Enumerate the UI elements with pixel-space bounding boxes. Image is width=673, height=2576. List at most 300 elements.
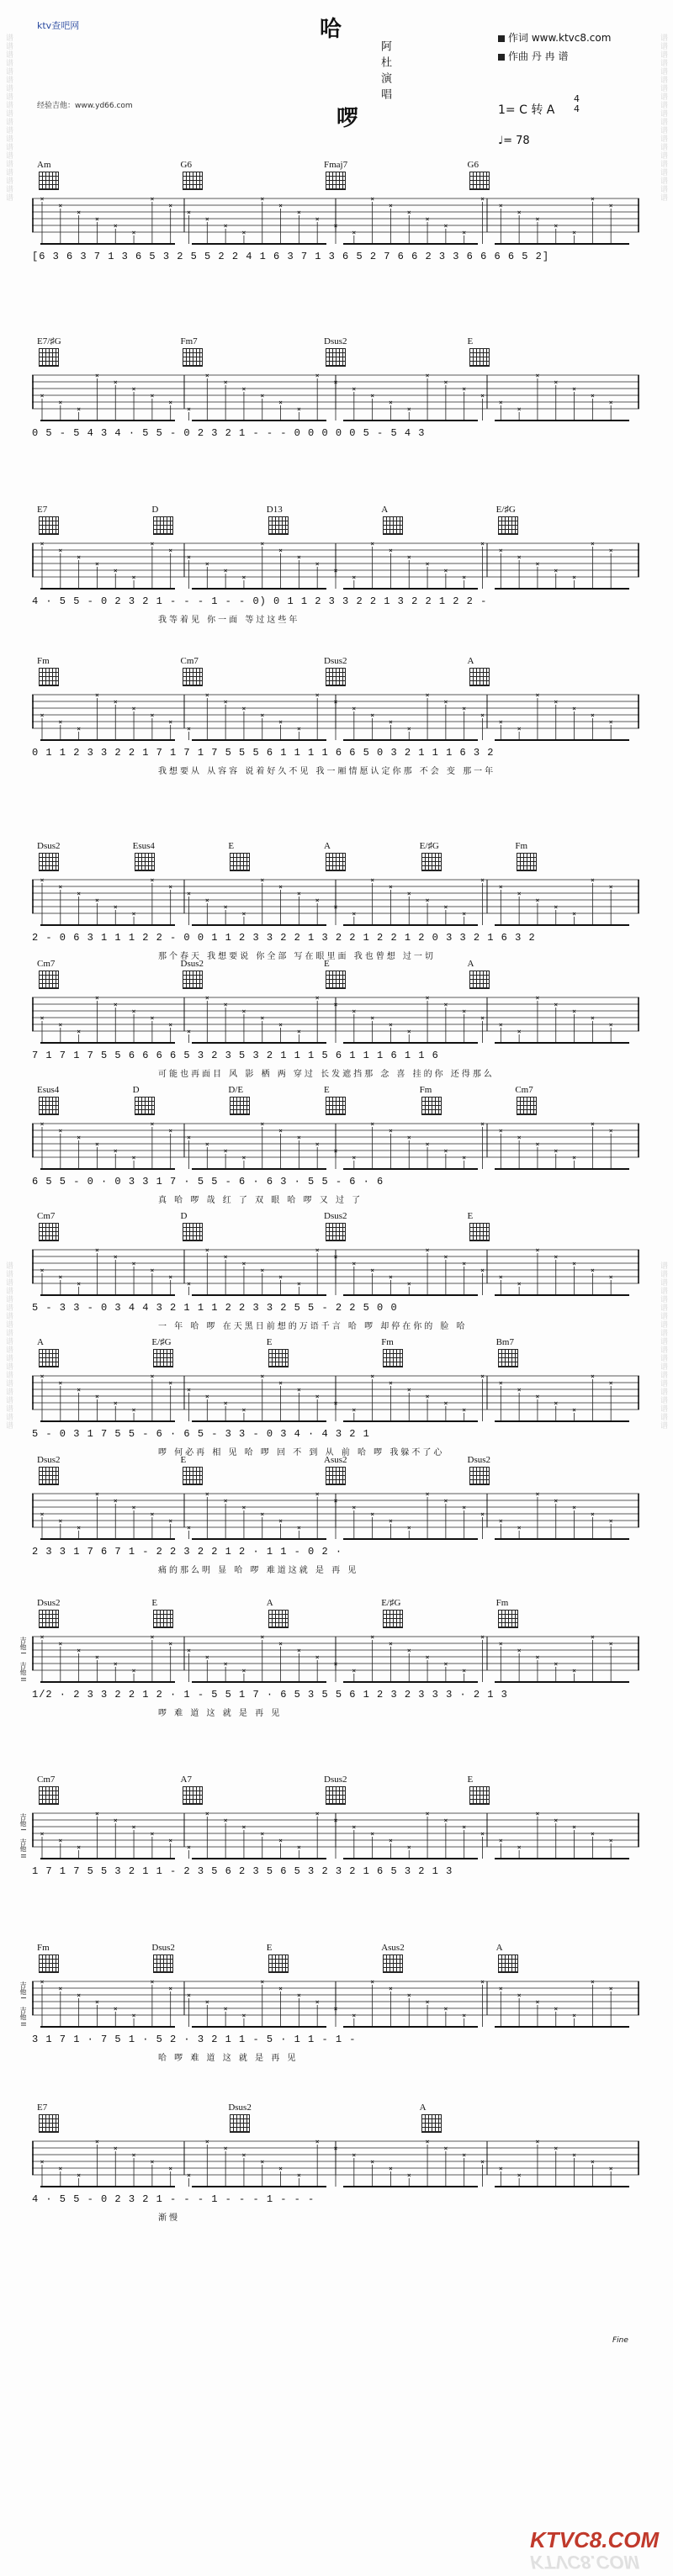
chord-diagram — [153, 1610, 173, 1628]
tab-note: × — [241, 1823, 246, 1831]
chord-name: Cm7 — [37, 959, 56, 969]
tab-note: × — [480, 1633, 485, 1641]
tab-note: × — [517, 725, 522, 733]
tab-note: × — [113, 1817, 118, 1824]
chord-diagram — [326, 172, 346, 190]
lyric-line: 真 哈 啰 哉 红 了 双 眼 哈 啰 又 过 了 — [158, 1196, 363, 1205]
tab-note: × — [498, 1837, 503, 1844]
tab-note: × — [554, 222, 559, 230]
chord-name: G6 — [467, 160, 479, 170]
tab-note: × — [498, 1021, 503, 1029]
tab-note: × — [260, 1978, 265, 1986]
tab-note: × — [113, 1253, 118, 1261]
score-system — [19, 1598, 639, 1758]
chord-name: E/♯G — [381, 1598, 401, 1608]
tab-staff — [32, 505, 639, 631]
tab-note: × — [77, 1647, 82, 1654]
chord-diagram — [39, 1097, 59, 1115]
tab-note: × — [406, 1524, 411, 1531]
chord-diagram — [421, 1097, 442, 1115]
tab-note: × — [498, 1640, 503, 1648]
numbered-notation: 1 7 1 7 5 5 3 2 1 1 - 2 3 5 6 2 3 5 6 5 3 2 3 2 1 6 5 3 2 1 3 — [32, 1865, 453, 1877]
tab-note: × — [462, 1154, 467, 1161]
tab-note: × — [425, 1653, 430, 1661]
tab-note: × — [315, 1810, 320, 1817]
score-system — [32, 1085, 639, 1203]
tab-note: × — [535, 372, 540, 379]
tab-note: × — [204, 2138, 209, 2145]
tab-note: × — [554, 1660, 559, 1668]
tab-note: × — [406, 553, 411, 561]
score-system — [32, 1337, 639, 1457]
tab-note: × — [352, 574, 357, 581]
tab-note: × — [535, 1810, 540, 1817]
tab-note: × — [590, 1830, 595, 1838]
tab-note: × — [406, 890, 411, 897]
tab-note: × — [352, 1154, 357, 1161]
tab-note: × — [296, 1280, 301, 1288]
tab-note: × — [572, 574, 576, 581]
numbered-notation: 5 - 3 3 - 0 3 4 4 3 2 1 1 1 2 2 3 3 2 5 5 - 2 2 5 0 0 — [32, 1302, 398, 1314]
tab-note: × — [406, 1386, 411, 1394]
tab-note: × — [58, 2165, 63, 2172]
tab-note: × — [40, 711, 45, 719]
tab-note: × — [443, 1817, 448, 1824]
tab-note: × — [352, 2151, 357, 2159]
chord-name: Asus2 — [381, 1943, 405, 1953]
chord-diagram — [230, 853, 250, 871]
tab-note: × — [443, 222, 448, 230]
chord-name: Dsus2 — [467, 1455, 491, 1465]
tab-note: × — [443, 1399, 448, 1407]
chord-name: Esus4 — [37, 1085, 60, 1095]
tab-note: × — [498, 1127, 503, 1135]
chord-name: D13 — [266, 505, 283, 515]
tab-note: × — [223, 698, 228, 706]
tab-note: × — [187, 1647, 191, 1654]
tab-note: × — [425, 897, 430, 904]
tab-note: × — [443, 1253, 448, 1261]
tab-note: × — [150, 1978, 155, 1986]
tab-note: × — [168, 399, 173, 406]
tab-note: × — [333, 903, 338, 911]
numbered-notation: 2 3 3 1 7 6 7 1 - 2 2 3 2 2 1 2 · 1 1 - 0 2 · — [32, 1546, 343, 1558]
tab-note: × — [241, 1504, 246, 1511]
side-watermark-text: 谱谱谱谱谱谱谱谱谱谱谱谱谱谱谱谱谱谱谱谱 — [659, 34, 667, 202]
side-watermark-text: 谱谱谱谱谱谱谱谱谱谱谱谱谱谱谱谱谱谱谱谱 — [4, 34, 13, 202]
tab-note: × — [370, 1014, 375, 1022]
chord-name: D/E — [228, 1085, 244, 1095]
tab-note: × — [389, 399, 393, 406]
tab-note: × — [406, 209, 411, 216]
composer-value: 丹 冉 谱 — [531, 50, 569, 62]
tab-note: × — [535, 1490, 540, 1498]
tab-note: × — [608, 202, 613, 209]
tab-note: × — [40, 1830, 45, 1838]
tab-note: × — [389, 1640, 393, 1648]
score-system — [32, 841, 639, 961]
tab-note: × — [462, 2012, 467, 2019]
chord-name: Fmaj7 — [324, 160, 348, 170]
tab-note: × — [131, 2012, 136, 2019]
tab-note: × — [370, 540, 375, 547]
tab-note: × — [241, 910, 246, 918]
tab-note: × — [498, 1273, 503, 1281]
chord-diagram — [517, 853, 537, 871]
chord-name: E — [467, 336, 474, 346]
tab-note: × — [296, 1843, 301, 1851]
tab-note: × — [425, 1393, 430, 1400]
chord-name: Dsus2 — [324, 336, 347, 346]
tab-note: × — [352, 1406, 357, 1414]
tab-note: × — [608, 2165, 613, 2172]
tab-note: × — [333, 1660, 338, 1668]
chord-diagram — [498, 1954, 518, 1973]
chord-diagram — [326, 348, 346, 367]
lyric-line: 我等着见 你一面 等过这些年 — [158, 616, 300, 625]
tab-note: × — [187, 1028, 191, 1035]
tab-note: × — [590, 1510, 595, 1518]
lyric-line: 啰 何必再 相 见 哈 啰 回 不 到 从 前 哈 啰 我躲不了心 — [158, 1448, 445, 1457]
tab-note: × — [480, 1510, 485, 1518]
tab-note: × — [40, 540, 45, 547]
tab-note: × — [517, 1524, 522, 1531]
lyric-line: 哈 啰 难 道 这 就 是 再 见 — [158, 2054, 299, 2063]
tab-note: × — [443, 1660, 448, 1668]
tab-note: × — [113, 2145, 118, 2152]
site-name: ktv查吧网 — [37, 20, 80, 31]
score-system — [32, 2103, 639, 2262]
tab-note: × — [608, 1517, 613, 1525]
tab-note: × — [498, 399, 503, 406]
tab-note: × — [204, 897, 209, 904]
tab-note: × — [204, 1810, 209, 1817]
tab-note: × — [204, 994, 209, 1002]
score-system — [32, 1211, 639, 1329]
tab-note: × — [58, 883, 63, 891]
tab-note: × — [241, 1008, 246, 1015]
instrument-part-label: 吉他 I — [19, 1813, 27, 1831]
tab-note: × — [187, 209, 191, 216]
tab-note: × — [40, 1978, 45, 1986]
tab-note: × — [370, 711, 375, 719]
tab-note: × — [425, 1490, 430, 1498]
tab-note: × — [241, 2012, 246, 2019]
tab-note: × — [425, 1246, 430, 1254]
tab-note: × — [535, 897, 540, 904]
chord-name: E7 — [37, 2103, 48, 2113]
score-system — [32, 656, 639, 824]
tab-note: × — [535, 215, 540, 223]
chord-name: D — [132, 1085, 140, 1095]
chord-diagram — [383, 1954, 403, 1973]
chord-diagram — [153, 1349, 173, 1367]
title-char-1: 哈 — [320, 17, 342, 42]
tab-note: × — [608, 1273, 613, 1281]
instrument-part-label: 吉他 I — [19, 1637, 27, 1654]
tab-note: × — [58, 547, 63, 554]
tab-note: × — [443, 1001, 448, 1008]
tab-note: × — [40, 195, 45, 203]
tab-note: × — [406, 1647, 411, 1654]
numbered-notation: 7 1 7 1 7 5 5 6 6 6 6 5 3 2 3 5 3 2 1 1 1 5 6 1 1 1 6 1 1 6 — [32, 1050, 439, 1061]
chord-name: Dsus2 — [324, 656, 347, 666]
chord-name: E — [266, 1337, 273, 1347]
chord-diagram — [421, 2114, 442, 2133]
chord-diagram — [469, 971, 490, 989]
tab-note: × — [425, 215, 430, 223]
chord-diagram — [383, 1349, 403, 1367]
chord-name: Cm7 — [180, 656, 199, 666]
tab-note: × — [425, 994, 430, 1002]
tab-note: × — [462, 1008, 467, 1015]
tab-note: × — [223, 1147, 228, 1155]
tab-note: × — [260, 1830, 265, 1838]
tab-note: × — [333, 1497, 338, 1505]
tab-note: × — [260, 392, 265, 399]
tab-note: × — [370, 392, 375, 399]
tab-note: × — [370, 195, 375, 203]
tab-note: × — [168, 202, 173, 209]
tab-note: × — [443, 1147, 448, 1155]
tab-note: × — [572, 1154, 576, 1161]
chord-diagram — [39, 971, 59, 989]
tab-note: × — [333, 567, 338, 574]
tab-note: × — [204, 1246, 209, 1254]
tab-note: × — [554, 903, 559, 911]
tab-note: × — [113, 1147, 118, 1155]
tab-note: × — [462, 910, 467, 918]
score-system — [32, 336, 639, 471]
chord-diagram — [517, 1097, 537, 1115]
tab-note: × — [278, 1021, 283, 1029]
tab-note: × — [131, 1154, 136, 1161]
tab-note: × — [204, 691, 209, 699]
tab-note: × — [462, 574, 467, 581]
tab-note: × — [204, 1653, 209, 1661]
tempo-marking: ♩= 78 — [498, 135, 530, 147]
score-system — [19, 1775, 639, 1926]
tab-note: × — [204, 215, 209, 223]
tab-note: × — [462, 1260, 467, 1267]
tab-note: × — [443, 567, 448, 574]
chord-name: E/♯G — [419, 841, 439, 851]
tab-note: × — [370, 1510, 375, 1518]
tab-note: × — [95, 1653, 99, 1661]
tab-note: × — [352, 910, 357, 918]
chord-name: E7/♯G — [37, 336, 61, 346]
chord-diagram — [39, 1954, 59, 1973]
chord-diagram — [268, 516, 289, 535]
chord-name: E/♯G — [151, 1337, 172, 1347]
tab-note: × — [517, 1992, 522, 1999]
left-watermark-strip — [0, 0, 19, 2576]
tab-note: × — [572, 705, 576, 712]
tab-note: × — [296, 1386, 301, 1394]
tab-note: × — [223, 2005, 228, 2013]
tab-note: × — [517, 1134, 522, 1141]
tab-note: × — [517, 1843, 522, 1851]
chord-name: A — [324, 841, 331, 851]
tab-note: × — [389, 883, 393, 891]
tab-note: × — [498, 2165, 503, 2172]
tab-note: × — [462, 229, 467, 236]
tab-note: × — [370, 1978, 375, 1986]
chord-diagram — [183, 172, 203, 190]
tab-note: × — [95, 691, 99, 699]
chord-diagram — [39, 348, 59, 367]
tab-note: × — [389, 1021, 393, 1029]
tab-note: × — [406, 2171, 411, 2179]
tab-note: × — [406, 725, 411, 733]
chord-name: E/♯G — [495, 505, 516, 515]
tab-note: × — [113, 903, 118, 911]
chord-name: A — [266, 1598, 273, 1608]
chord-name: A — [467, 959, 474, 969]
tab-note: × — [187, 405, 191, 413]
tab-note: × — [462, 1667, 467, 1674]
tab-note: × — [535, 560, 540, 568]
tab-note: × — [296, 890, 301, 897]
numbered-notation: [6 3 6 3 7 1 3 6 5 3 2 5 5 2 2 4 1 6 3 7 1 3 6 5 2 7 6 6 2 3 3 6 6 6 6 5 2] — [32, 251, 550, 262]
tab-note: × — [113, 1001, 118, 1008]
tab-note: × — [40, 1633, 45, 1641]
tab-note: × — [608, 883, 613, 891]
tab-note: × — [131, 385, 136, 393]
numbered-notation: 4 · 5 5 - 0 2 3 2 1 - - - 1 - - 0) 0 1 1 2 3 3 2 2 1 3 2 2 1 2 2 - — [32, 595, 488, 607]
chord-name: E — [467, 1211, 474, 1221]
tab-note: × — [58, 1379, 63, 1387]
tab-note: × — [77, 209, 82, 216]
tab-note: × — [590, 1633, 595, 1641]
lyric-line: 渐慢 — [158, 2214, 180, 2223]
chord-name: Fm — [515, 841, 528, 851]
tab-note: × — [77, 1992, 82, 1999]
logo-text: KTVC8.COM — [530, 2527, 660, 2552]
chord-diagram — [183, 1786, 203, 1805]
tab-note: × — [40, 2158, 45, 2166]
tab-note: × — [480, 876, 485, 884]
tab-note: × — [168, 1021, 173, 1029]
tab-note: × — [590, 1120, 595, 1128]
chord-name: Dsus2 — [228, 2103, 252, 2113]
tab-note: × — [535, 994, 540, 1002]
chord-diagram — [183, 1223, 203, 1241]
tab-note: × — [168, 1517, 173, 1525]
site-url: 经验吉他：www.yd66.com — [37, 102, 133, 110]
tab-note: × — [241, 1260, 246, 1267]
tab-note: × — [260, 1120, 265, 1128]
tab-note: × — [204, 1998, 209, 2006]
tab-note: × — [77, 1843, 82, 1851]
score-system — [32, 959, 639, 1079]
tab-note: × — [58, 1021, 63, 1029]
chord-diagram — [39, 1610, 59, 1628]
tab-note: × — [535, 1140, 540, 1148]
chord-diagram — [498, 1349, 518, 1367]
tab-note: × — [370, 2158, 375, 2166]
tab-note: × — [296, 2171, 301, 2179]
tab-note: × — [296, 1028, 301, 1035]
tab-note: × — [315, 1998, 320, 2006]
tab-note: × — [113, 222, 118, 230]
tab-note: × — [480, 392, 485, 399]
tab-note: × — [406, 1280, 411, 1288]
chord-name: Dsus2 — [180, 959, 204, 969]
tab-note: × — [608, 1985, 613, 1992]
lyricist-credit — [498, 30, 611, 45]
tab-note: × — [333, 1001, 338, 1008]
tab-note: × — [223, 1817, 228, 1824]
tab-note: × — [333, 2005, 338, 2013]
tab-note: × — [150, 1373, 155, 1380]
side-watermark-text: 谱谱谱谱谱谱谱谱谱谱谱谱谱谱谱谱谱谱谱谱 — [4, 1262, 13, 1430]
tab-note: × — [462, 705, 467, 712]
chord-diagram — [183, 348, 203, 367]
tab-note: × — [150, 2158, 155, 2166]
tab-note: × — [187, 1524, 191, 1531]
tab-note: × — [113, 1497, 118, 1505]
tab-note: × — [131, 1008, 136, 1015]
tab-note: × — [77, 553, 82, 561]
tab-note: × — [315, 1393, 320, 1400]
tab-note: × — [480, 711, 485, 719]
numbered-notation: 5 - 0 3 1 7 5 5 - 6 · 6 5 - 3 3 - 0 3 4 · 4 3 2 1 — [32, 1428, 370, 1440]
tab-note: × — [425, 1998, 430, 2006]
tab-note: × — [260, 711, 265, 719]
tab-note: × — [333, 2145, 338, 2152]
tab-note: × — [315, 1653, 320, 1661]
tab-note: × — [352, 1667, 357, 1674]
chord-name: Fm — [37, 656, 50, 666]
tab-note: × — [498, 202, 503, 209]
tab-note: × — [278, 1837, 283, 1844]
tab-note: × — [150, 1830, 155, 1838]
chord-diagram — [183, 1467, 203, 1485]
tab-note: × — [168, 2165, 173, 2172]
tab-note: × — [315, 994, 320, 1002]
right-watermark-strip — [654, 0, 673, 2576]
tab-staff — [32, 2103, 639, 2262]
chord-name: A — [381, 505, 389, 515]
tab-note: × — [40, 1014, 45, 1022]
chord-name: A — [467, 656, 474, 666]
chord-diagram — [469, 1467, 490, 1485]
tab-note: × — [58, 1517, 63, 1525]
chord-diagram — [469, 1223, 490, 1241]
tab-note: × — [370, 1633, 375, 1641]
chord-diagram — [383, 1610, 403, 1628]
tab-note: × — [572, 2151, 576, 2159]
tab-note: × — [278, 399, 283, 406]
tab-note: × — [608, 1837, 613, 1844]
tab-note: × — [389, 1985, 393, 1992]
tab-note: × — [352, 385, 357, 393]
tab-staff — [32, 1598, 639, 1758]
tab-note: × — [77, 1028, 82, 1035]
tab-note: × — [462, 1823, 467, 1831]
tab-note: × — [389, 1127, 393, 1135]
tab-note: × — [241, 1406, 246, 1414]
tab-note: × — [150, 1014, 155, 1022]
time-sig-bottom: 4 — [574, 103, 580, 114]
tab-note: × — [278, 883, 283, 891]
artist-name: 阿杜演唱 — [379, 40, 391, 104]
tab-note: × — [113, 2005, 118, 2013]
tab-note: × — [443, 2145, 448, 2152]
chord-name: Dsus2 — [37, 1598, 61, 1608]
chord-diagram — [39, 853, 59, 871]
